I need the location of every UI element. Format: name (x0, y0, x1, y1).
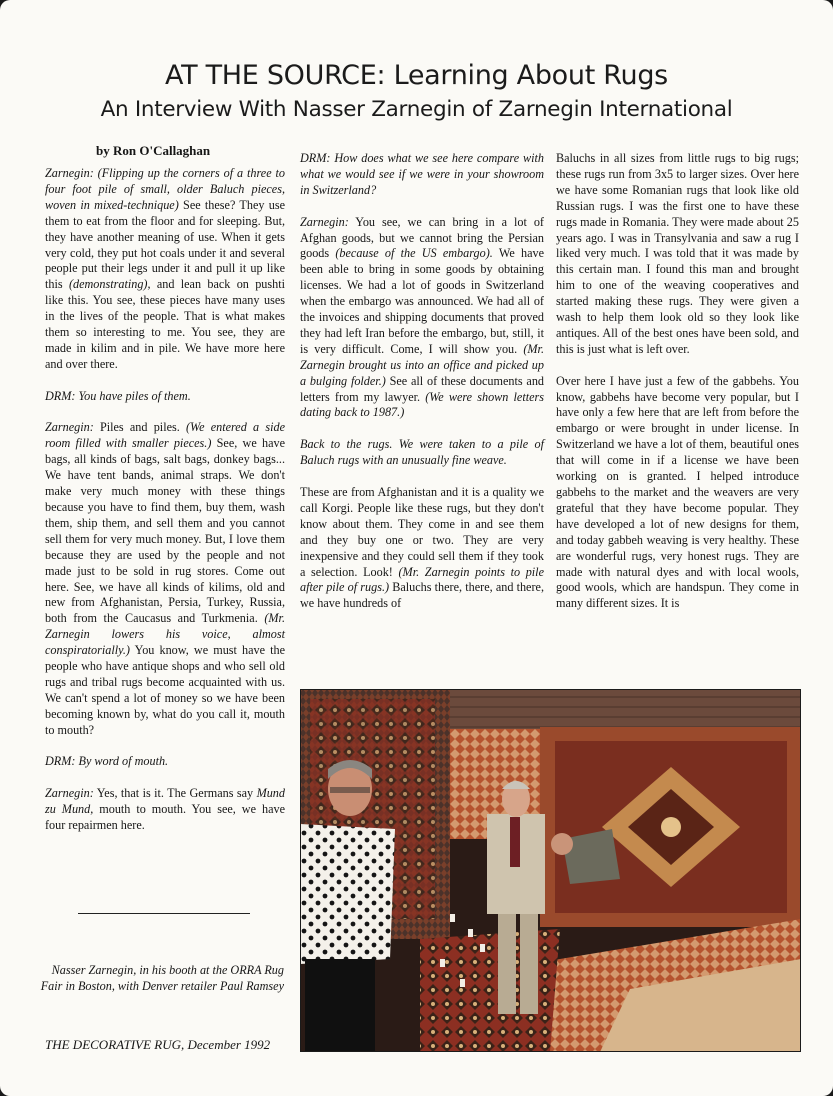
article-subtitle: An Interview With Nasser Zarnegin of Zarnegin International (100, 97, 733, 122)
stage-direction: (because of the US embargo). (335, 246, 493, 261)
speaker-action: Zarnegin: (Flipping up the corners of a three to four foot pile of small, older Baluch pieces, woven in mixed-technique) (45, 166, 285, 212)
foreign-phrase: Mund zu Mund, (45, 786, 285, 817)
page-footer: THE DECORATIVE RUG, December 1992 (45, 1037, 271, 1052)
stage-direction: (Mr. Zarnegin points to pile after pile of rugs.) (300, 564, 544, 595)
question-paragraph: DRM: You have piles of them. (45, 388, 191, 403)
paragraph: Over here I have just a few of the gabbehs. You know, gabbehs have become very popular, but I have only a few here that are left from before the embargo or were brought in under license. In Switzerland we have a lot of them, beautiful ones that will come in if a license we have been working on is granted. I helped introduce gabbehs to the market and the weavers are very grateful that they have become popular. They have developed a lot of new designs for them, and today gabbeh weaving is very healthy. These are wonderful rugs, very honest rugs. They are made with natural dyes and with local wools, good wools, which are handspun. They come in many different sizes. It is (556, 373, 799, 611)
stage-direction: (Mr. Zarnegin brought us into an office and picked up a bulging folder.) (300, 341, 544, 388)
booth-photo (300, 689, 801, 1052)
stage-direction: (We were shown letters dating back to 1987.) (300, 389, 544, 420)
paragraph (300, 485, 544, 612)
question-paragraph: DRM: How does what we see here compare with what we would see if we were in your showroom in Switzerland? (300, 151, 544, 197)
paragraph (45, 786, 285, 834)
speaker-label: Zarnegin: (45, 786, 94, 801)
paragraph-text: Baluchs there, there, and there, we have hundreds of (300, 580, 544, 611)
paragraph (300, 215, 544, 422)
paragraph-text: These are from Afghanistan and it is a quality we call Korgi. People like these rugs, but they don't know about them. They come in and see them and they buy one or two. They are very inexpensive and they could sell them if they took a selection. Look! (300, 484, 544, 579)
paragraph: Baluchs in all sizes from little rugs to big rugs; these rugs run from 3x5 to larger sizes. Over here we have some Romanian rugs that look like old Russian rugs. I was the first one to have these rugs made in Romania. They were made about 25 years ago. I was in Transylvania and saw a rug I liked very much. I was told that it was made by this certain man. I found this man and brought him to one of the weaving cooperatives and started making these rugs. They were given a wash to help them look old so they look like antiques. All of the best ones have been sold, and this is just what is left over. (556, 151, 799, 356)
speaker-label: Zarnegin: (300, 214, 349, 229)
paragraph-text: See, we have bags, all kinds of bags, salt bags, donkey bags... We have tent bands, animal straps. We don't make very much money with these things because you have to find them, buy them, wash them, ship them, and sell them and you cannot sell them for very much money. But, I love them because they are used by the people and not made just to be sold in rug stores. Come out here. See, we have all kinds of kilims, old and new from Afghanistan, Persia, Turkey, Russia, both from the Caucasus and Turkmenia. (45, 436, 285, 626)
paragraph-text: You see, we can bring in a lot of Afghan goods, but we cannot bring the Persian goods (300, 214, 544, 261)
text-column-2 (300, 151, 544, 628)
paragraph-text: See all of these documents and letters from my lawyer. (300, 373, 545, 404)
paragraph-text: We have been able to bring in some goods by obtaining licenses. We had a lot of goods in Switzerland when the embargo was announced. We had all of the invoices and shipping documents that proved they had left Iran before the embargo, but, still, it is very difficult. Come, I will show you. (300, 246, 544, 356)
question-paragraph: DRM: By word of mouth. (45, 754, 169, 769)
photo-caption: Nasser Zarnegin, in his booth at the ORRA Rug Fair in Boston, with Denver retailer Paul Ramsey (40, 963, 284, 993)
paragraph (45, 420, 285, 738)
paragraph-text: See these? They use them to eat from the floor and for sleeping. But, they have another meaning of use. When it gets very cold, they put hot coals under it and several people put their legs under it and pull it up like this (45, 197, 285, 292)
stage-direction: (demonstrating), (68, 277, 151, 292)
paragraph (45, 166, 285, 373)
byline: by Ron O'Callaghan (96, 143, 211, 158)
article-title: AT THE SOURCE: Learning About Rugs (165, 60, 668, 91)
stage-direction: (We entered a side room filled with smaller pieces.) (45, 420, 285, 451)
speaker-label: Zarnegin: (45, 420, 94, 435)
text-column-1 (45, 166, 285, 850)
paragraph-text: Piles and piles. (93, 420, 186, 435)
paragraph-text: and lean back on pushti like this. You see, these pieces have many uses in the lives of the people. That is what makes them so interesting to me. You see, they are made in kilim and in pile. We have more here and over there. (45, 277, 286, 371)
paragraph-text: Yes, that is it. The Germans say (93, 786, 257, 801)
stage-direction: (Mr. Zarnegin lowers his voice, almost conspiratorially.) (45, 611, 285, 658)
rug-booth-photo (300, 689, 801, 1052)
caption-divider (78, 913, 250, 914)
paragraph-text: mouth to mouth. You see, we have four repairmen here. (45, 802, 285, 833)
text-column-3 (556, 151, 799, 628)
paragraph-text: You know, we must have the people who have antique shops and who sell old rugs and tribal rugs become acquainted with us. We can't spend a lot of money so we have been becoming known by, what do you call it, mouth to mouth? (45, 643, 285, 737)
narration-paragraph: Back to the rugs. We were taken to a pile of Baluch rugs with an unusually fine weave. (300, 437, 544, 468)
